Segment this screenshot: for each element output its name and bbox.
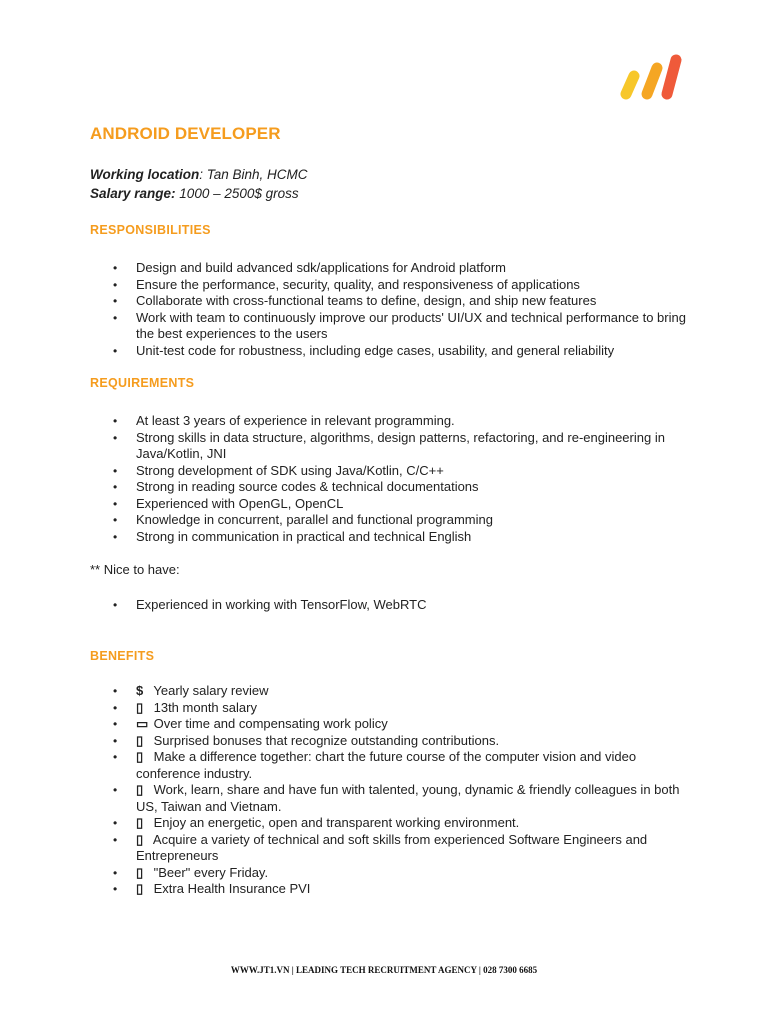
salary-label: Salary range: xyxy=(90,186,176,201)
list-item: • ▯ Surprised bonuses that recognize outstanding contributions. xyxy=(90,733,690,750)
salary-range xyxy=(90,186,299,201)
list-item: • Experienced with OpenGL, OpenCL xyxy=(90,496,690,513)
list-item: • Experienced in working with TensorFlow, WebRTC xyxy=(90,597,690,614)
list-item: • At least 3 years of experience in relevant programming. xyxy=(90,413,690,430)
list-item: • Ensure the performance, security, quality, and responsiveness of applications xyxy=(90,277,690,294)
list-item: • ▯ "Beer" every Friday. xyxy=(90,865,690,882)
placeholder-icon: ▯ xyxy=(136,831,144,847)
list-item: • Strong development of SDK using Java/Kotlin, C/C++ xyxy=(90,463,690,480)
benefits-list xyxy=(90,683,690,898)
benefits-heading: BENEFITS xyxy=(90,649,155,663)
working-location xyxy=(90,167,308,182)
nice-to-have-label: ** Nice to have: xyxy=(90,562,180,577)
dollar-icon: $ xyxy=(136,683,144,698)
list-item: • ▯ 13th month salary xyxy=(90,700,690,717)
list-item: • Unit-test code for robustness, including edge cases, usability, and general reliability xyxy=(90,343,690,360)
nice-to-have-list xyxy=(90,597,690,614)
list-item: • ▯ Work, learn, share and have fun with talented, young, dynamic & friendly colleagues in both US, Taiwan and Vietnam. xyxy=(90,782,690,815)
list-item: • ▯ Extra Health Insurance PVI xyxy=(90,881,690,898)
salary-value: 1000 – 2500$ gross xyxy=(175,186,299,201)
list-item: • Design and build advanced sdk/applications for Android platform xyxy=(90,260,690,277)
list-item: • ▯ Enjoy an energetic, open and transparent working environment. xyxy=(90,815,690,832)
location-label: Working location xyxy=(90,167,200,182)
placeholder-icon: ▯ xyxy=(136,782,144,797)
list-item: • Collaborate with cross-functional teams to define, design, and ship new features xyxy=(90,293,690,310)
placeholder-icon: ▯ xyxy=(136,749,144,764)
placeholder-icon: ▯ xyxy=(136,864,144,880)
list-item: • $ Yearly salary review xyxy=(90,683,690,700)
list-item: • ▯ Acquire a variety of technical and soft skills from experienced Software Engineers and Entrepreneurs xyxy=(90,832,690,865)
list-item: • Knowledge in concurrent, parallel and functional programming xyxy=(90,512,690,529)
location-value: : Tan Binh, HCMC xyxy=(199,167,308,182)
requirements-list xyxy=(90,413,690,545)
list-item: • Strong skills in data structure, algorithms, design patterns, refactoring, and re-engineering in Java/Kotlin, JNI xyxy=(90,430,690,463)
placeholder-icon: ▯ xyxy=(136,732,144,748)
battery-icon: ▭ xyxy=(136,716,149,731)
list-item: • Strong in reading source codes & technical documentations xyxy=(90,479,690,496)
responsibilities-list xyxy=(90,260,690,359)
list-item: • ▯ Make a difference together: chart the future course of the computer vision and video conference industry. xyxy=(90,749,690,782)
list-item: • Work with team to continuously improve our products' UI/UX and technical performance to bring the best experiences to the users xyxy=(90,310,690,343)
responsibilities-heading: RESPONSIBILITIES xyxy=(90,223,211,237)
placeholder-icon: ▯ xyxy=(136,815,144,830)
list-item: • ▭ Over time and compensating work policy xyxy=(90,716,690,733)
footer: WWW.JT1.VN | LEADING TECH RECRUITMENT AGENCY | 028 7300 6685 xyxy=(230,965,538,975)
list-item: • Strong in communication in practical and technical English xyxy=(90,529,690,546)
job-title: ANDROID DEVELOPER xyxy=(90,124,281,143)
placeholder-icon: ▯ xyxy=(136,699,144,715)
company-logo xyxy=(612,50,684,108)
placeholder-icon: ▯ xyxy=(136,881,144,896)
requirements-heading: REQUIREMENTS xyxy=(90,376,195,390)
